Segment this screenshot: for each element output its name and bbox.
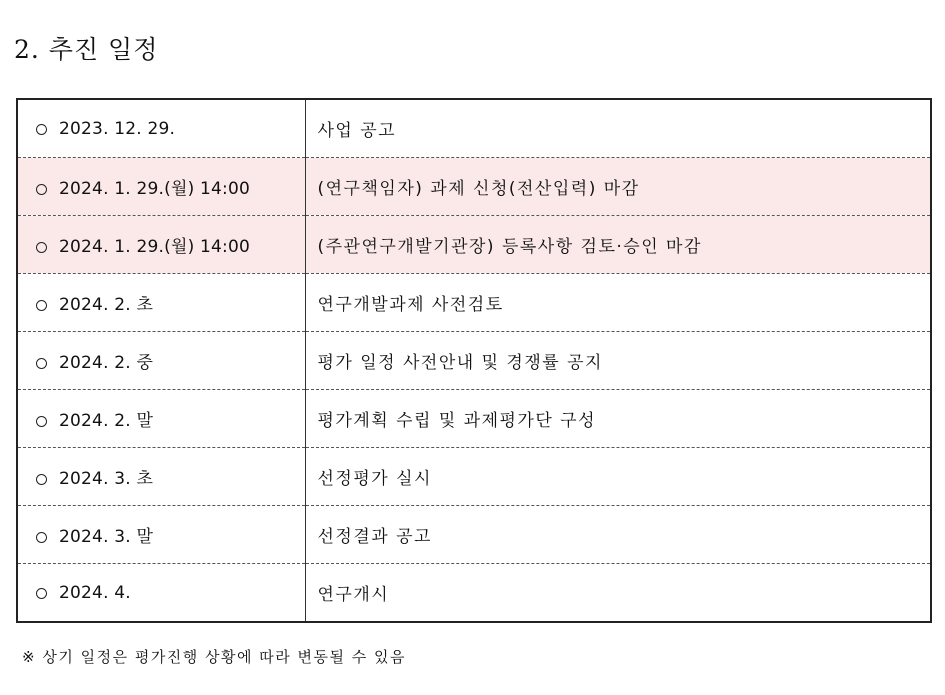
schedule-date: 2024. 2. 초: [59, 295, 154, 315]
schedule-date: 2024. 1. 29.(월) 14:00: [59, 179, 251, 199]
circle-icon: [36, 474, 47, 485]
date-cell: [17, 448, 305, 506]
table-row: [17, 564, 931, 623]
schedule-event: 평가계획 수립 및 과제평가단 구성: [305, 390, 931, 448]
schedule-event: 연구개시: [317, 585, 390, 605]
circle-icon: [36, 124, 47, 135]
circle-icon: [36, 416, 47, 427]
schedule-date: 2024. 4.: [59, 582, 131, 603]
table-row: [17, 158, 931, 216]
table-row: [17, 332, 931, 390]
schedule-date: 2024. 3. 말: [59, 527, 154, 547]
circle-icon: [36, 358, 47, 369]
schedule-event: 사업 공고: [305, 99, 931, 158]
table-row: [17, 390, 931, 448]
schedule-event: 연구개발과제 사전검토: [305, 274, 931, 332]
date-cell: [17, 216, 305, 274]
schedule-date: 2024. 1. 29.(월) 14:00: [59, 237, 251, 257]
table-row: [17, 448, 931, 506]
date-cell: [17, 564, 305, 623]
schedule-event: 선정평가 실시: [305, 448, 931, 506]
circle-icon: [36, 242, 47, 253]
footnote: ※ 상기 일정은 평가진행 상황에 따라 변동될 수 있음: [22, 648, 407, 666]
circle-icon: [36, 300, 47, 311]
circle-icon: [36, 184, 47, 195]
schedule-event: (주관연구개발기관장) 등록사항 검토·승인 마감: [305, 216, 931, 274]
schedule-date: 2024. 2. 중: [59, 353, 154, 373]
schedule-date: 2023. 12. 29.: [59, 118, 176, 139]
schedule-event: 선정결과 공고: [305, 506, 931, 564]
section-title: 2. 추진 일정: [14, 35, 159, 64]
date-cell: [17, 99, 305, 158]
schedule-event: 평가 일정 사전안내 및 경쟁률 공지: [305, 332, 931, 390]
schedule-event: (연구책임자) 과제 신청(전산입력) 마감: [305, 158, 931, 216]
circle-icon: [36, 588, 47, 599]
date-cell: [17, 274, 305, 332]
schedule-table: [16, 98, 932, 623]
table-row: [17, 506, 931, 564]
table-row: [17, 274, 931, 332]
table-row: [17, 216, 931, 274]
date-cell: [17, 332, 305, 390]
circle-icon: [36, 532, 47, 543]
date-cell: [17, 390, 305, 448]
schedule-date: 2024. 2. 말: [59, 411, 154, 431]
table-row: [17, 99, 931, 158]
schedule-date: 2024. 3. 초: [59, 469, 154, 489]
date-cell: [17, 158, 305, 216]
date-cell: [17, 506, 305, 564]
